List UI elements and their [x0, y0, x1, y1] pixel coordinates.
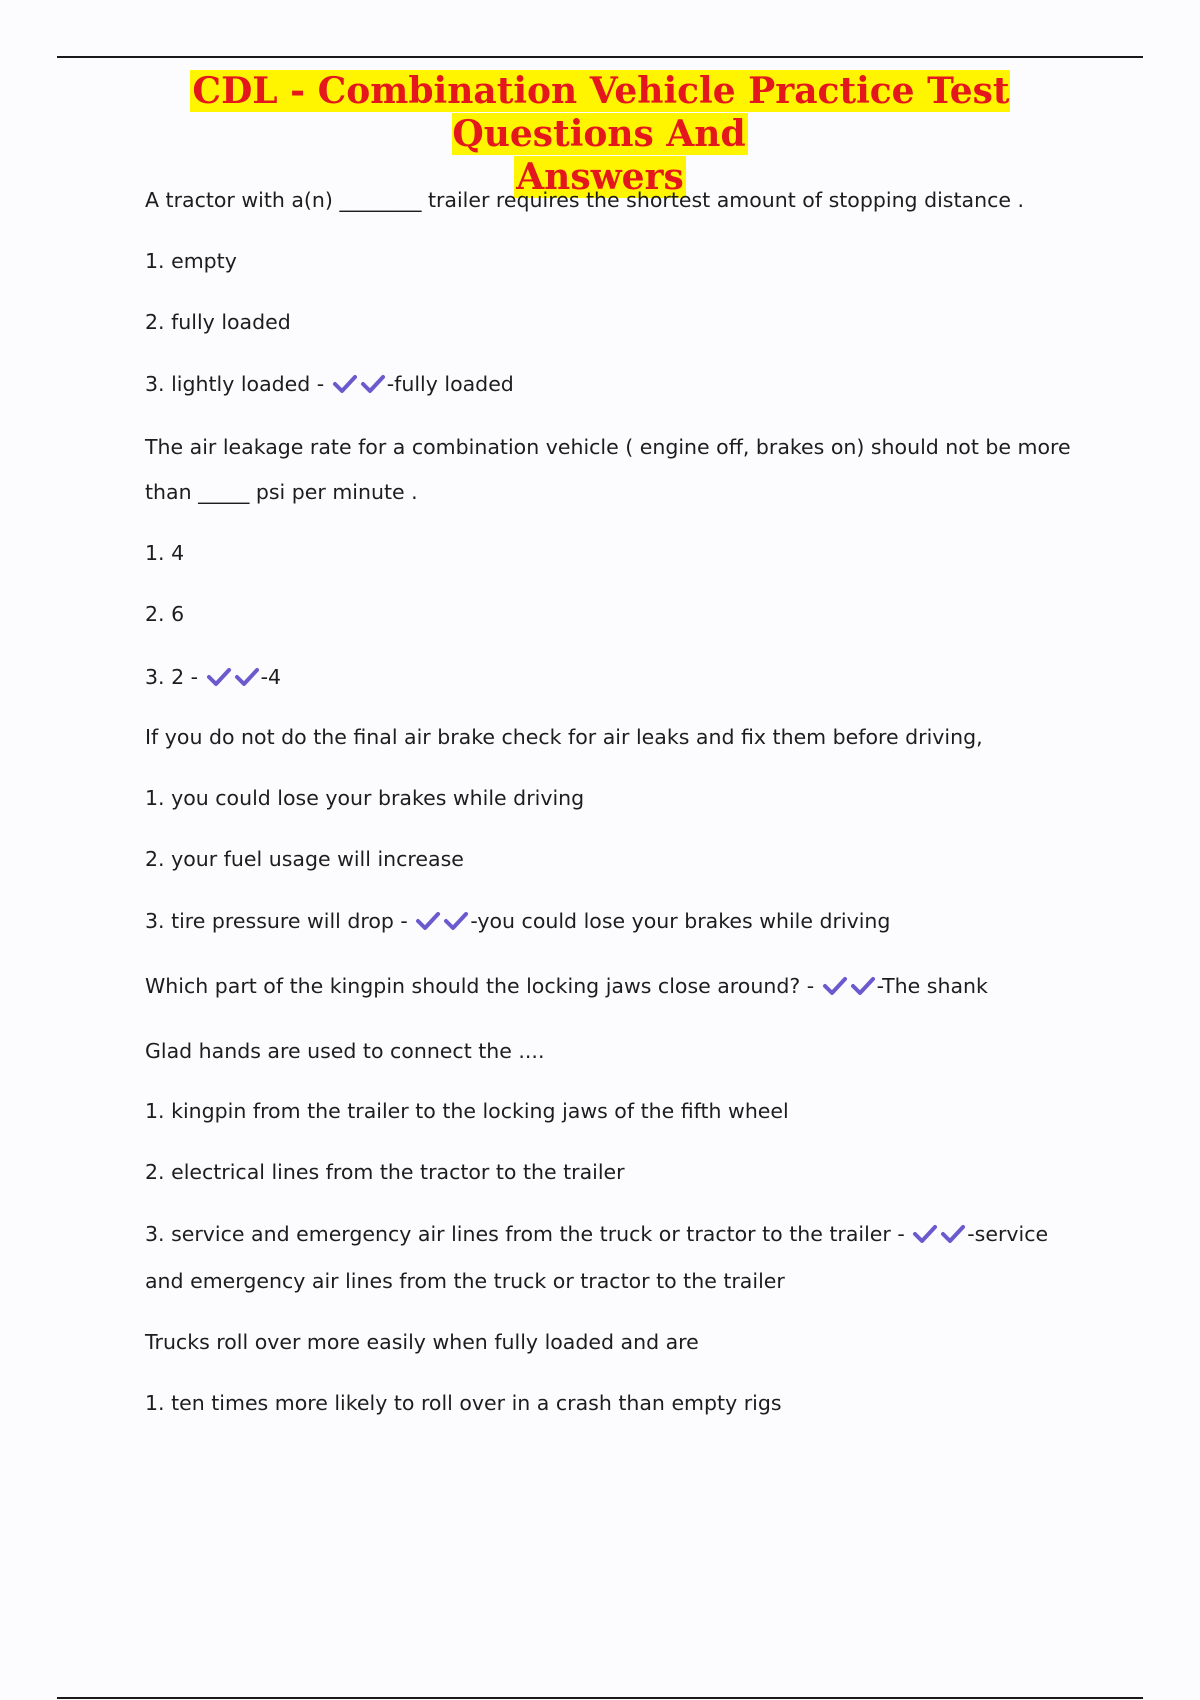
q3-option-3: 3. tire pressure will drop - [145, 909, 415, 933]
q1-question: A tractor with a(n) ________ trailer requires the shortest amount of stopping distance . [145, 188, 1024, 212]
q5-option-3-answer [145, 1222, 1065, 1246]
q3-question: If you do not do the final air brake check for air leaks and fix them before driving, [145, 725, 983, 749]
q3-option-1: 1. you could lose your brakes while driving [145, 786, 585, 810]
title-line-1: CDL - Combination Vehicle Practice Test Questions And [192, 70, 1010, 155]
q2-option-1: 1. 4 [145, 541, 185, 565]
q2-option-3: 3. 2 - [145, 665, 205, 689]
check-icon [234, 666, 260, 688]
q4-question-answer [145, 974, 1065, 998]
check-icon [940, 1223, 966, 1245]
q2-question-line-2: than _____ psi per minute . [145, 480, 418, 504]
q5-option-3: 3. service and emergency air lines from the truck or tractor to the trailer - [145, 1222, 912, 1246]
q5-answer-continued: and emergency air lines from the truck or tractor to the trailer [145, 1269, 785, 1293]
document-title [100, 70, 1100, 199]
title-line-2: Answers [516, 156, 684, 198]
q6-option-1: 1. ten times more likely to roll over in a crash than empty rigs [145, 1391, 782, 1415]
check-icon [822, 975, 848, 997]
q1-answer: -fully loaded [386, 372, 514, 396]
q5-option-1: 1. kingpin from the trailer to the locking jaws of the fifth wheel [145, 1099, 789, 1123]
q5-answer: -service [967, 1222, 1049, 1246]
q1-option-3: 3. lightly loaded - [145, 372, 331, 396]
bottom-rule [57, 1697, 1143, 1699]
q6-question: Trucks roll over more easily when fully loaded and are [145, 1330, 699, 1354]
q3-option-2: 2. your fuel usage will increase [145, 847, 464, 871]
q2-answer: -4 [260, 665, 282, 689]
check-icon [912, 1223, 938, 1245]
check-icon [415, 910, 441, 932]
q2-option-3-answer [145, 665, 1065, 689]
q4-answer: -The shank [876, 974, 988, 998]
check-icon [443, 910, 469, 932]
check-icon [850, 975, 876, 997]
check-icon [332, 373, 358, 395]
q1-option-2: 2. fully loaded [145, 310, 291, 334]
q5-option-2: 2. electrical lines from the tractor to the trailer [145, 1160, 625, 1184]
q3-answer: -you could lose your brakes while driving [470, 909, 891, 933]
q2-question-line-1: The air leakage rate for a combination vehicle ( engine off, brakes on) should not be more [145, 435, 1071, 459]
q1-option-1: 1. empty [145, 249, 237, 273]
q2-option-2: 2. 6 [145, 602, 185, 626]
check-icon [206, 666, 232, 688]
top-rule [57, 56, 1143, 58]
q3-option-3-answer [145, 909, 1065, 933]
q4-question: Which part of the kingpin should the locking jaws close around? - [145, 974, 821, 998]
q1-option-3-answer [145, 372, 1065, 396]
q5-question: Glad hands are used to connect the .... [145, 1039, 545, 1063]
check-icon [360, 373, 386, 395]
